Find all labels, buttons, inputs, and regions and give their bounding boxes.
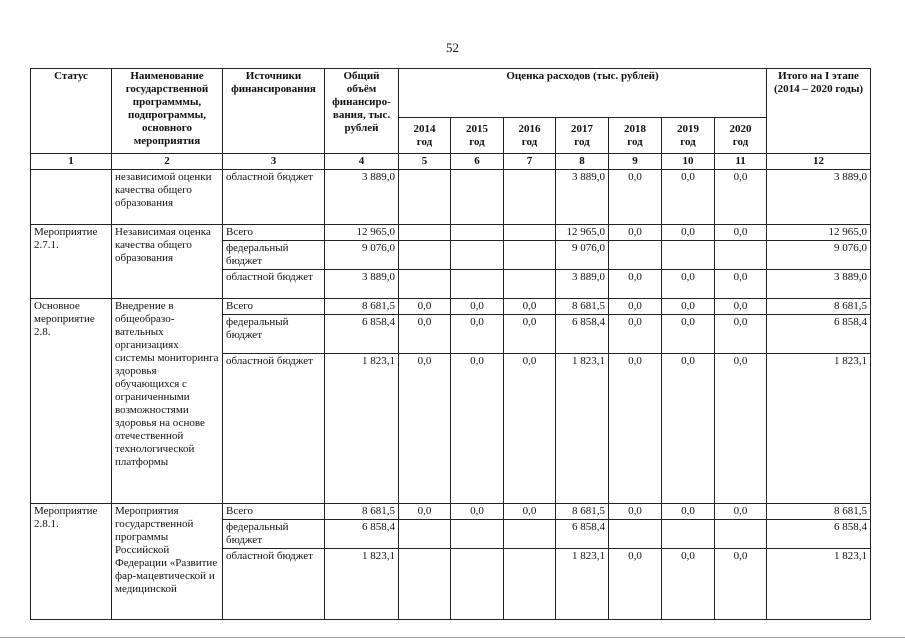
cell-source: Всего <box>223 504 325 520</box>
year-unit: год <box>627 135 643 148</box>
year-label: 2017 <box>571 122 593 135</box>
cell-y2019: 0,0 <box>662 354 715 504</box>
cell-source: федеральный бюджет <box>223 241 325 270</box>
year-label: 2019 <box>677 122 699 135</box>
cell-y2020: 0,0 <box>715 549 767 620</box>
cell-itogo: 12 965,0 <box>767 225 871 241</box>
cell-y2020: 0,0 <box>715 354 767 504</box>
cell-total: 8 681,5 <box>325 504 399 520</box>
year-unit: год <box>469 135 485 148</box>
cell-y2014 <box>399 170 451 225</box>
cell-y2019 <box>662 520 715 549</box>
cell-name: Независимая оценка качества общего образования <box>112 225 223 299</box>
cell-total: 6 858,4 <box>325 315 399 354</box>
cell-itogo: 8 681,5 <box>767 504 871 520</box>
cell-total: 12 965,0 <box>325 225 399 241</box>
cell-y2020: 0,0 <box>715 170 767 225</box>
cell-y2016 <box>504 241 556 270</box>
cell-y2016 <box>504 270 556 299</box>
cell-y2015: 0,0 <box>451 504 504 520</box>
column-number: 8 <box>556 154 609 170</box>
page-number: 52 <box>446 40 459 55</box>
column-number: 4 <box>325 154 399 170</box>
cell-itogo: 6 858,4 <box>767 315 871 354</box>
table-row <box>31 504 871 520</box>
column-number: 12 <box>767 154 871 170</box>
cell-total: 3 889,0 <box>325 270 399 299</box>
cell-y2018: 0,0 <box>609 549 662 620</box>
cell-source: областной бюджет <box>223 170 325 225</box>
cell-source: областной бюджет <box>223 354 325 504</box>
cell-y2020: 0,0 <box>715 299 767 315</box>
cell-itogo: 1 823,1 <box>767 354 871 504</box>
cell-y2016 <box>504 549 556 620</box>
cell-y2014: 0,0 <box>399 299 451 315</box>
cell-status <box>31 170 112 225</box>
cell-y2017: 3 889,0 <box>556 270 609 299</box>
cell-y2015 <box>451 170 504 225</box>
cell-y2018: 0,0 <box>609 170 662 225</box>
header-year-2019 <box>662 118 715 154</box>
cell-y2014 <box>399 549 451 620</box>
cell-itogo: 3 889,0 <box>767 270 871 299</box>
cell-y2019: 0,0 <box>662 225 715 241</box>
cell-y2016 <box>504 520 556 549</box>
cell-y2020: 0,0 <box>715 504 767 520</box>
cell-source: федеральный бюджет <box>223 520 325 549</box>
cell-y2014 <box>399 270 451 299</box>
budget-table <box>30 68 871 620</box>
cell-source: Всего <box>223 225 325 241</box>
cell-y2017: 1 823,1 <box>556 354 609 504</box>
cell-name: независимой оценки качества общего образования <box>112 170 223 225</box>
cell-y2017: 8 681,5 <box>556 299 609 315</box>
year-label: 2014 <box>413 122 436 135</box>
cell-y2019: 0,0 <box>662 549 715 620</box>
cell-source: областной бюджет <box>223 549 325 620</box>
year-label: 2016 <box>518 122 541 135</box>
cell-y2018: 0,0 <box>609 315 662 354</box>
cell-y2017: 3 889,0 <box>556 170 609 225</box>
cell-total: 1 823,1 <box>325 354 399 504</box>
cell-source: федеральный бюджет <box>223 315 325 354</box>
cell-y2018: 0,0 <box>609 354 662 504</box>
cell-y2016 <box>504 170 556 225</box>
cell-y2020 <box>715 241 767 270</box>
cell-y2020: 0,0 <box>715 315 767 354</box>
cell-y2018: 0,0 <box>609 299 662 315</box>
cell-total: 8 681,5 <box>325 299 399 315</box>
header-year-2020 <box>715 118 767 154</box>
header-total: Общий объём финансиро-вания, тыс. рублей <box>325 69 399 154</box>
header-year-2015 <box>451 118 504 154</box>
page-bottom-rule <box>0 637 905 638</box>
year-unit: год <box>521 135 538 148</box>
cell-y2016: 0,0 <box>504 504 556 520</box>
year-label: 2015 <box>466 122 488 135</box>
cell-y2017: 6 858,4 <box>556 520 609 549</box>
cell-y2014 <box>399 225 451 241</box>
cell-source: областной бюджет <box>223 270 325 299</box>
cell-y2015 <box>451 225 504 241</box>
cell-y2014: 0,0 <box>399 354 451 504</box>
cell-status: Основное мероприятие 2.8. <box>31 299 112 504</box>
cell-total: 3 889,0 <box>325 170 399 225</box>
column-number: 10 <box>662 154 715 170</box>
cell-y2018: 0,0 <box>609 270 662 299</box>
cell-y2014: 0,0 <box>399 315 451 354</box>
cell-y2015 <box>451 241 504 270</box>
year-unit: год <box>416 135 433 148</box>
year-unit: год <box>732 135 749 148</box>
column-number: 9 <box>609 154 662 170</box>
cell-y2018 <box>609 520 662 549</box>
cell-y2019: 0,0 <box>662 170 715 225</box>
cell-name: Мероприятия государственной программы Российской Федерации «Развитие фар-мацевтической и медицинской <box>112 504 223 620</box>
cell-name: Внедрение в общеобразо-вательных организациях системы мониторинга здоровья обучающихся с ограниченными возможностями здоровья на основе отечественной технологической платформы <box>112 299 223 504</box>
header-year-2018 <box>609 118 662 154</box>
cell-y2019: 0,0 <box>662 315 715 354</box>
cell-total: 6 858,4 <box>325 520 399 549</box>
cell-y2015: 0,0 <box>451 315 504 354</box>
cell-total: 1 823,1 <box>325 549 399 620</box>
cell-y2017: 1 823,1 <box>556 549 609 620</box>
cell-y2020: 0,0 <box>715 270 767 299</box>
table-row <box>31 170 871 225</box>
column-number: 1 <box>31 154 112 170</box>
cell-y2015: 0,0 <box>451 299 504 315</box>
column-number: 5 <box>399 154 451 170</box>
cell-y2020 <box>715 520 767 549</box>
cell-y2017: 12 965,0 <box>556 225 609 241</box>
header-itogo: Итого на I этапе (2014 – 2020 годы) <box>767 69 871 154</box>
header-year-2017 <box>556 118 609 154</box>
cell-y2016 <box>504 225 556 241</box>
cell-y2019: 0,0 <box>662 504 715 520</box>
cell-itogo: 1 823,1 <box>767 549 871 620</box>
header-estimate: Оценка расходов (тыс. рублей) <box>399 69 767 118</box>
cell-status: Мероприятие 2.8.1. <box>31 504 112 620</box>
header-source: Источники финансирования <box>223 69 325 154</box>
year-unit: год <box>680 135 696 148</box>
cell-y2018 <box>609 241 662 270</box>
cell-source: Всего <box>223 299 325 315</box>
cell-y2019: 0,0 <box>662 299 715 315</box>
cell-y2019 <box>662 241 715 270</box>
cell-y2015 <box>451 270 504 299</box>
cell-y2020: 0,0 <box>715 225 767 241</box>
cell-itogo: 3 889,0 <box>767 170 871 225</box>
cell-y2018: 0,0 <box>609 225 662 241</box>
column-number: 3 <box>223 154 325 170</box>
header-name: Наименование государственной программмы, подпрограммы, основного мероприятия <box>112 69 223 154</box>
year-label: 2020 <box>729 122 752 135</box>
column-number: 11 <box>715 154 767 170</box>
cell-itogo: 9 076,0 <box>767 241 871 270</box>
cell-y2015 <box>451 549 504 620</box>
table-row <box>31 225 871 241</box>
column-number: 2 <box>112 154 223 170</box>
column-number: 6 <box>451 154 504 170</box>
cell-y2017: 6 858,4 <box>556 315 609 354</box>
cell-status: Мероприятие 2.7.1. <box>31 225 112 299</box>
cell-y2019: 0,0 <box>662 270 715 299</box>
header-year-2016 <box>504 118 556 154</box>
cell-y2014 <box>399 520 451 549</box>
cell-y2017: 8 681,5 <box>556 504 609 520</box>
cell-y2014 <box>399 241 451 270</box>
header-status: Статус <box>31 69 112 154</box>
year-unit: год <box>574 135 590 148</box>
cell-y2015 <box>451 520 504 549</box>
cell-y2014: 0,0 <box>399 504 451 520</box>
cell-itogo: 6 858,4 <box>767 520 871 549</box>
header-year-2014 <box>399 118 451 154</box>
cell-y2016: 0,0 <box>504 315 556 354</box>
cell-y2018: 0,0 <box>609 504 662 520</box>
table-row <box>31 299 871 315</box>
cell-y2016: 0,0 <box>504 299 556 315</box>
cell-y2016: 0,0 <box>504 354 556 504</box>
cell-y2015: 0,0 <box>451 354 504 504</box>
column-number: 7 <box>504 154 556 170</box>
cell-y2017: 9 076,0 <box>556 241 609 270</box>
cell-itogo: 8 681,5 <box>767 299 871 315</box>
cell-total: 9 076,0 <box>325 241 399 270</box>
year-label: 2018 <box>624 122 646 135</box>
